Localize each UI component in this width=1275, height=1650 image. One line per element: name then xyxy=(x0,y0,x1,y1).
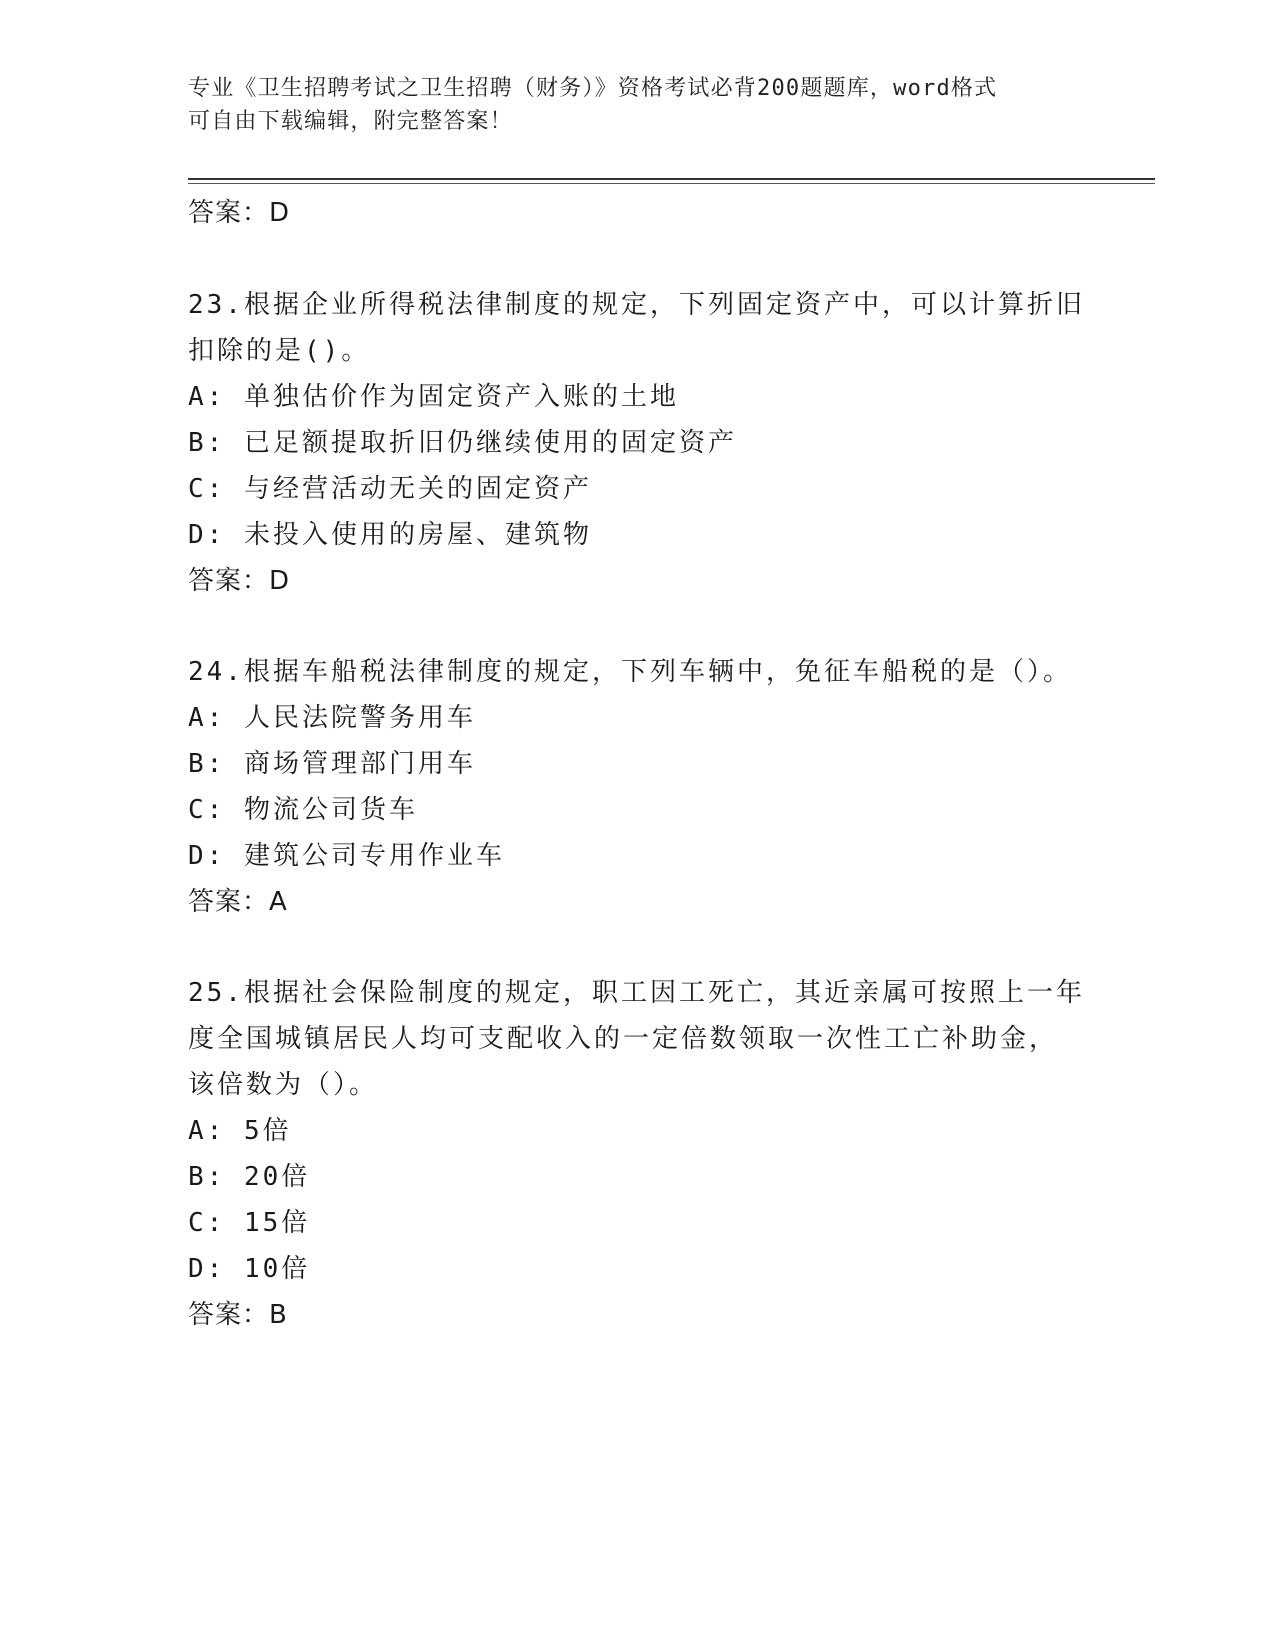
option-d: D: 10倍 xyxy=(188,1254,311,1284)
question-stem-line: 23.根据企业所得税法律制度的规定，下列固定资产中，可以计算折旧 xyxy=(188,290,1085,320)
header-line-2: 可自由下载编辑，附完整答案！ xyxy=(188,109,513,134)
header-divider-thick xyxy=(188,178,1155,180)
question-stem-line: 25.根据社会保险制度的规定，职工因工死亡，其近亲属可按照上一年 xyxy=(188,978,1085,1008)
document-header xyxy=(188,72,1088,138)
header-divider-thin xyxy=(188,183,1155,184)
option-d: D: 建筑公司专用作业车 xyxy=(188,841,505,871)
option-c: C: 与经营活动无关的固定资产 xyxy=(188,474,592,504)
question-23 xyxy=(188,282,1088,604)
question-stem-line: 该倍数为（）。 xyxy=(188,1070,379,1100)
question-stem-line: 扣除的是()。 xyxy=(188,336,371,366)
question-stem-line: 度全国城镇居民人均可支配收入的一定倍数领取一次性工亡补助金， xyxy=(188,1024,1059,1054)
option-b: B: 商场管理部门用车 xyxy=(188,749,476,779)
option-b: B: 20倍 xyxy=(188,1162,311,1192)
previous-answer: 答案：D xyxy=(188,198,291,228)
answer: 答案：B xyxy=(188,1300,288,1330)
option-b: B: 已足额提取折旧仍继续使用的固定资产 xyxy=(188,428,737,458)
option-c: C: 15倍 xyxy=(188,1208,311,1238)
option-a: A: 5倍 xyxy=(188,1116,292,1146)
answer: 答案：A xyxy=(188,887,288,917)
question-list xyxy=(188,190,1088,1338)
option-a: A: 人民法院警务用车 xyxy=(188,703,476,733)
question-stem-line: 24.根据车船税法律制度的规定，下列车辆中，免征车船税的是（）。 xyxy=(188,657,1072,687)
question-24 xyxy=(188,649,1088,925)
option-a: A: 单独估价作为固定资产入账的土地 xyxy=(188,382,679,412)
option-d: D: 未投入使用的房屋、建筑物 xyxy=(188,520,592,550)
option-c: C: 物流公司货车 xyxy=(188,795,418,825)
question-25 xyxy=(188,970,1088,1338)
header-line-1: 专业《卫生招聘考试之卫生招聘（财务）》资格考试必背200题题库，word格式 xyxy=(188,76,998,101)
answer: 答案：D xyxy=(188,566,291,596)
